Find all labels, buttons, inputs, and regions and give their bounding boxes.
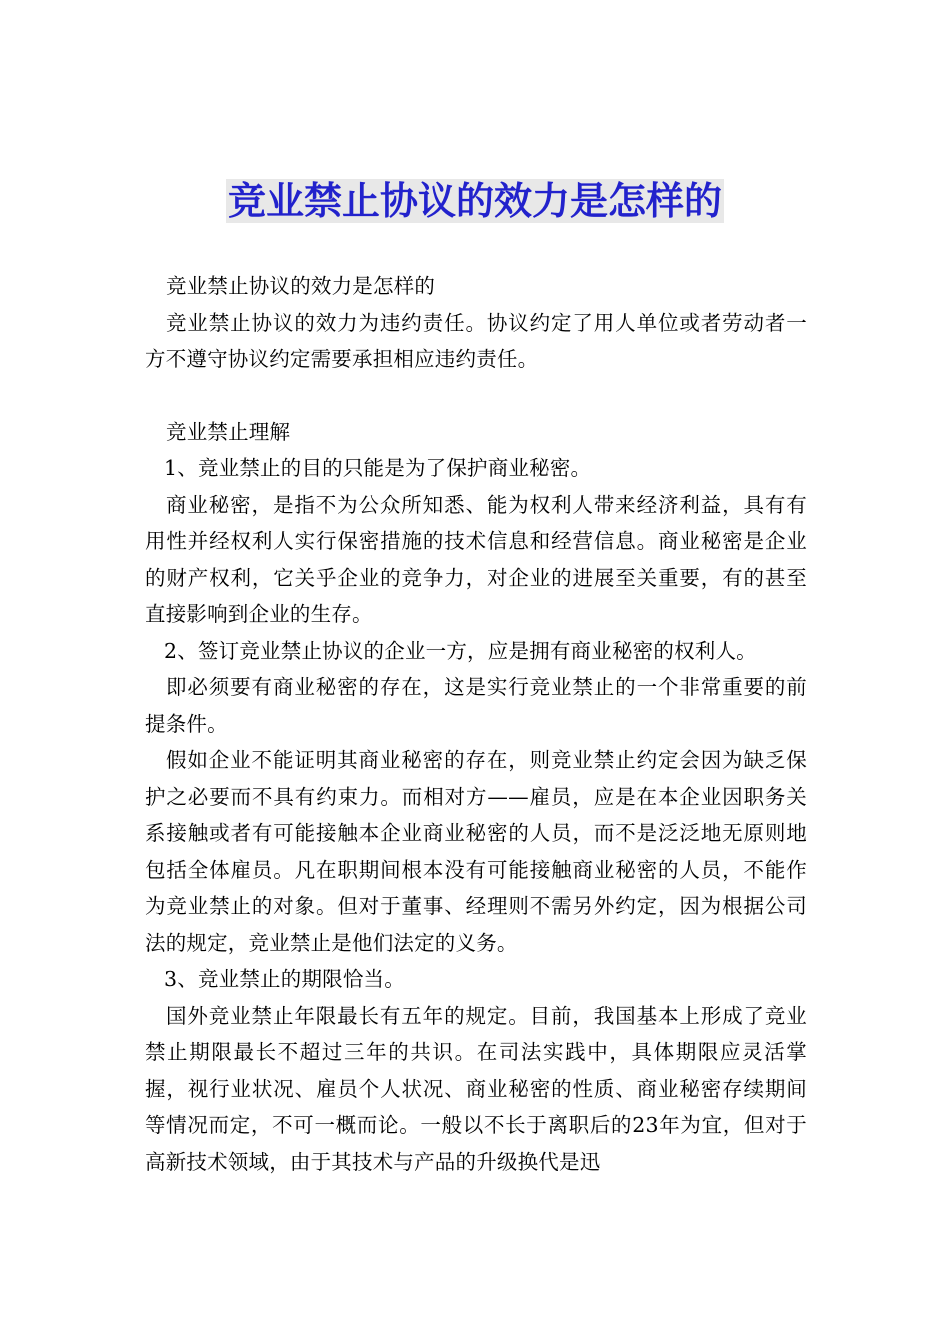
paragraph-employee-scope: 假如企业不能证明其商业秘密的存在，则竞业禁止约定会因为缺乏保护之必要而不具有约束力。而相对方——雇员，应是在本企业因职务关系接触或者有可能接触本企业商业秘密的人员，而不是泛泛地无原则地包括全体雇员。凡在职期间根本没有可能接触商业秘密的人员，不能作为竞业禁止的对象。但对于董事、经理则不需另外约定，因为根据公司法的规定，竞业禁止是他们法定的义务。 [145, 748, 807, 955]
paragraph-section-heading: 竞业禁止理解 [166, 419, 291, 444]
paragraph-point-3: 3、竞业禁止的期限恰当。 [164, 967, 405, 991]
paragraph-term-limit: 国外竞业禁止年限最长有五年的规定。目前，我国基本上形成了竞业禁止期限最长不超过三年的共识。在司法实践中，具体期限应灵活掌握，视行业状况、雇员个人状况、商业秘密的性质、商业秘密存续期间等情况而定，不可一概而论。一般以不长于离职后的23年为宜，但对于高新技术领域，由于其技术与产品的升级换代是迅 [145, 1003, 807, 1174]
document-body [145, 268, 807, 1180]
paragraph-trade-secret: 商业秘密，是指不为公众所知悉、能为权利人带来经济利益，具有有用性并经权利人实行保密措施的技术信息和经营信息。商业秘密是企业的财产权利，它关乎企业的竞争力，对企业的进展至关重要，有的甚至直接影响到企业的生存。 [145, 492, 807, 626]
paragraph-point-1: 1、竞业禁止的目的只能是为了保护商业秘密。 [164, 456, 592, 480]
paragraph-subtitle: 竞业禁止协议的效力是怎样的 [166, 274, 436, 298]
paragraph-point-2: 2、签订竞业禁止协议的企业一方，应是拥有商业秘密的权利人。 [164, 638, 757, 663]
paragraph-effect: 竞业禁止协议的效力为违约责任。协议约定了用人单位或者劳动者一方不遵守协议约定需要承担相应违约责任。 [145, 310, 807, 371]
paragraph-precondition: 即必须要有商业秘密的存在，这是实行竞业禁止的一个非常重要的前提条件。 [145, 675, 807, 736]
document-title [0, 176, 950, 226]
document-title-text: 竞业禁止协议的效力是怎样的 [227, 179, 722, 223]
